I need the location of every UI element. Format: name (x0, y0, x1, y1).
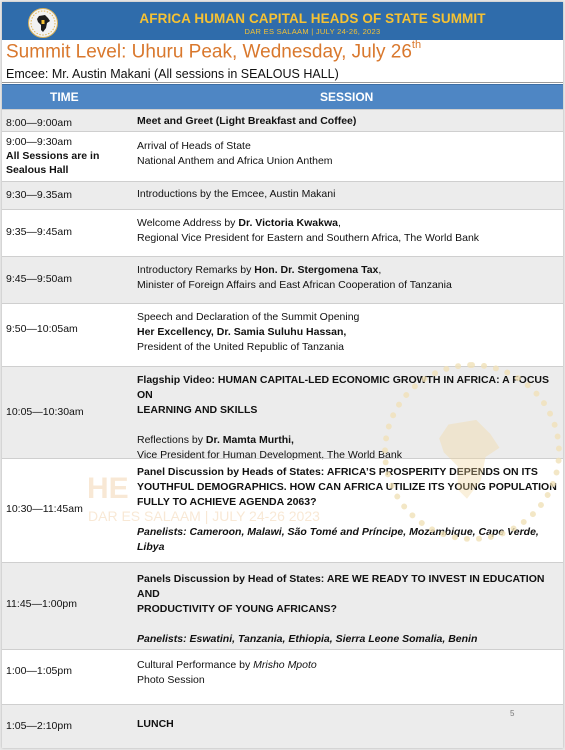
time-text: 9:45—9:50am (6, 273, 72, 285)
session-line (137, 572, 557, 602)
session-cell (137, 187, 557, 202)
session-line (137, 658, 557, 673)
session-line (137, 602, 557, 617)
banner-title: AFRICA HUMAN CAPITAL HEADS OF STATE SUMMIT (139, 11, 486, 26)
session-text: Panelists: Cameroon, Malawi, São Tomé and Príncipe, Mozambique, Cape Verde, Libya (137, 526, 539, 553)
table-row (2, 181, 563, 209)
session-text: Reflections by (137, 434, 206, 446)
table-row (2, 562, 563, 649)
session-text: Panels Discussion by Head of States: ARE WE READY TO INVEST IN EDUCATION AND (137, 573, 545, 600)
session-cell (137, 139, 557, 169)
document-page (2, 2, 563, 748)
session-text: National Anthem and Africa Union Anthem (137, 155, 333, 167)
time-cell (6, 322, 131, 336)
session-line (137, 632, 557, 647)
time-cell (6, 188, 131, 202)
session-cell (137, 263, 557, 293)
session-text: , (378, 264, 382, 276)
session-line (137, 263, 557, 278)
session-text: , (337, 217, 341, 229)
time-text: 8:00—9:00am (6, 117, 72, 129)
session-line (137, 617, 557, 632)
session-text: YOUTHFUL DEMOGRAPHICS. HOW CAN AFRICA UTILIZE ITS YOUNG POPULATION (137, 481, 557, 493)
session-text: Minister of Foreign Affairs and East African Cooperation of Tanzania (137, 279, 452, 291)
time-cell (6, 597, 131, 611)
watermark-africa-icon (402, 392, 532, 522)
session-text: PRODUCTIVITY OF YOUNG AFRICANS? (137, 603, 337, 615)
time-cell (6, 719, 131, 733)
session-line (137, 231, 557, 246)
session-line (137, 340, 557, 355)
session-text: Arrival of Heads of State (137, 140, 251, 152)
time-text: 1:05—2:10pm (6, 720, 72, 732)
session-text: Vice President for Human Development, The World Bank (137, 449, 402, 461)
session-text: Dr. Victoria Kwakwa (238, 217, 338, 229)
session-text: FULLY TO ACHIEVE AGENDA 2063? (137, 496, 317, 508)
table-row (2, 649, 563, 704)
session-text: Flagship Video: HUMAN CAPITAL-LED ECONOMIC GROWTH IN AFRICA: A FOCUS ON (137, 374, 550, 401)
table-row (2, 209, 563, 256)
session-line (137, 278, 557, 293)
time-text: 10:05—10:30am (6, 406, 84, 418)
session-column-header: SESSION (320, 90, 374, 104)
session-text: Welcome Address by (137, 217, 239, 229)
watermark-text: HE (87, 472, 129, 505)
summit-level-text: Summit Level: Uhuru Peak, Wednesday, July 26 (6, 41, 412, 63)
session-text: Introductions by the Emcee, Austin Makani (137, 188, 336, 200)
session-text: Photo Session (137, 674, 205, 686)
time-cell (6, 272, 131, 286)
session-line (137, 310, 557, 325)
divider (2, 82, 563, 83)
table-row (2, 256, 563, 303)
watermark-subtext: DAR ES SALAAM | JULY 24-26 2023 (88, 508, 320, 524)
session-line (137, 216, 557, 231)
summit-level-sup: th (411, 39, 422, 51)
time-text: 11:45—1:00pm (6, 598, 78, 610)
table-row (2, 704, 563, 748)
session-text: LEARNING AND SKILLS (137, 404, 258, 416)
time-cell (6, 225, 131, 239)
time-text: 9:30—9.35am (6, 189, 72, 201)
emcee-line: Emcee: Mr. Austin Makani (All sessions in SEALOUS HALL) (6, 67, 339, 81)
time-text: 9:50—10:05am (6, 323, 78, 335)
session-cell (137, 658, 557, 688)
time-cell (6, 135, 131, 177)
time-text: Sealous Hall (6, 164, 69, 176)
session-text: Meet and Greet (Light Breakfast and Coffee) (137, 115, 357, 127)
time-cell (6, 116, 131, 130)
session-text: Panelists: Eswatini, Tanzania, Ethiopia, Sierra Leone Somalia, Benin (137, 633, 478, 645)
session-text: Speech and Declaration of the Summit Opening (137, 311, 360, 323)
time-cell (6, 405, 131, 419)
session-text: LUNCH (137, 718, 174, 730)
summit-level-heading (6, 41, 421, 63)
session-text: Her Excellency, Dr. Samia Suluhu Hassan, (137, 326, 347, 338)
session-text: Cultural Performance by (137, 659, 254, 671)
session-text: President of the United Republic of Tanzania (137, 341, 345, 353)
session-text: Hon. Dr. Stergomena Tax (254, 264, 379, 276)
session-line (137, 139, 557, 154)
session-line (137, 154, 557, 169)
table-row (2, 303, 563, 366)
table-header (2, 84, 563, 109)
time-text: 10:30—11:45am (6, 503, 83, 515)
time-text: 9:35—9:45am (6, 226, 72, 238)
session-text: Dr. Mamta Murthi, (205, 434, 294, 446)
session-line (137, 114, 557, 129)
time-cell (6, 664, 131, 678)
header-banner (2, 2, 563, 40)
table-row (2, 131, 563, 181)
session-text: Introductory Remarks by (137, 264, 255, 276)
session-line (137, 717, 557, 732)
session-text: Mrisho Mpoto (253, 659, 317, 671)
session-cell (137, 216, 557, 246)
time-column-header: TIME (50, 90, 79, 104)
session-cell (137, 572, 557, 647)
session-cell (137, 310, 557, 355)
session-line (137, 325, 557, 340)
time-text: All Sessions are in (6, 150, 100, 162)
time-text: 9:00—9:30am (6, 136, 72, 148)
session-cell (137, 717, 557, 732)
summit-logo (28, 8, 58, 38)
page-number: 5 (510, 709, 515, 718)
africa-map-icon (29, 9, 57, 37)
time-text: 1:00—1:05pm (6, 665, 72, 677)
session-text: Regional Vice President for Eastern and Southern Africa, The World Bank (137, 232, 480, 244)
session-text: Panel Discussion by Heads of States: AFRICA’S PROSPERITY DEPENDS ON ITS (137, 466, 538, 478)
session-line (137, 187, 557, 202)
banner-subtitle: DAR ES SALAAM | JULY 24-26, 2023 (244, 27, 381, 36)
session-line (137, 673, 557, 688)
session-cell (137, 114, 557, 129)
table-row (2, 109, 563, 131)
